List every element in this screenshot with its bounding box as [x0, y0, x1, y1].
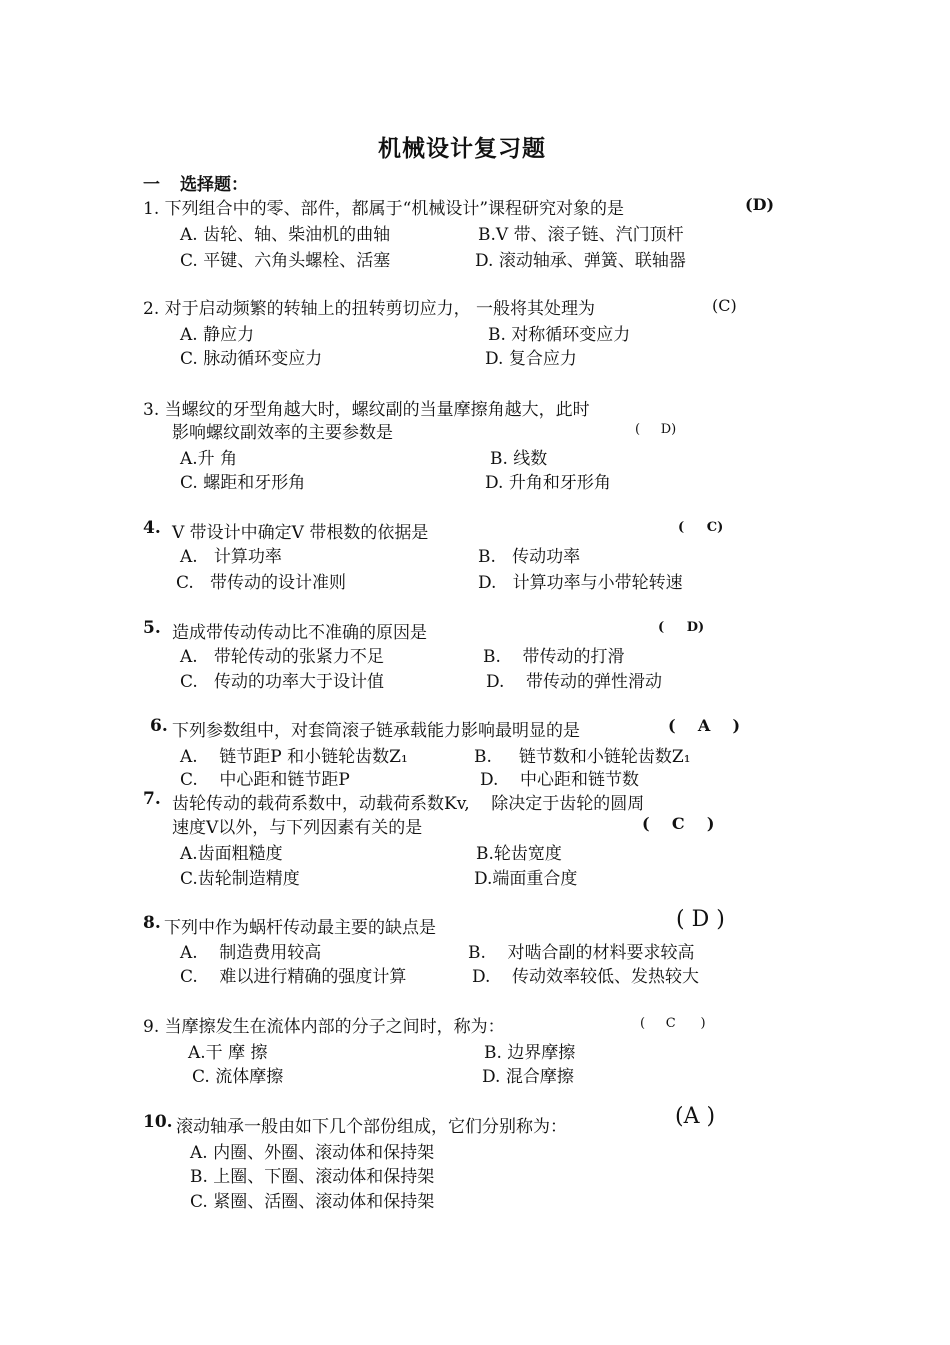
page-title: 机械设计复习题	[378, 135, 546, 162]
question-7-option-a: A.齿面粗糙度	[180, 844, 283, 864]
question-3-option-a: A.升 角	[180, 449, 238, 469]
question-2-option-b: B. 对称循环变应力	[488, 325, 631, 345]
question-1-option-c: C. 平键、六角头螺栓、活塞	[180, 251, 391, 271]
question-8-option-a: A. 制造费用较高	[180, 943, 322, 963]
question-8-option-b: B. 对啮合副的材料要求较高	[468, 943, 695, 963]
question-5-answer: ( D)	[658, 620, 705, 635]
question-1-answer: (D)	[745, 195, 775, 214]
question-9-option-d: D. 混合摩擦	[482, 1067, 574, 1087]
question-5-option-d: D. 带传动的弹性滑动	[486, 672, 663, 692]
question-10-option-c: C. 紧圈、活圈、滚动体和保持架	[190, 1192, 435, 1212]
question-2-answer: (C)	[712, 296, 737, 315]
question-3-option-b: B. 线数	[490, 449, 548, 469]
question-9-option-b: B. 边界摩擦	[484, 1043, 576, 1063]
question-8-option-c: C. 难以进行精确的强度计算	[180, 967, 407, 987]
question-9-option-a: A.干 摩 擦	[188, 1043, 268, 1063]
question-4-option-d: D. 计算功率与小带轮转速	[478, 573, 683, 593]
question-7-number: 7.	[143, 789, 161, 809]
question-3-answer: ( D)	[635, 422, 677, 437]
question-9-stem: 9. 当摩擦发生在流体内部的分子之间时，称为：	[143, 1017, 505, 1037]
question-3-stem-line2: 影响螺纹副效率的主要参数是	[172, 423, 393, 443]
question-4-answer: ( C)	[678, 520, 724, 535]
question-1-option-b: B.V 带、滚子链、汽门顶杆	[478, 225, 684, 245]
question-1-option-a: A. 齿轮、轴、柴油机的曲轴	[180, 225, 391, 245]
question-7-option-d: D.端面重合度	[474, 869, 578, 889]
question-8-option-d: D. 传动效率较低、发热较大	[472, 967, 700, 987]
question-7-stem-line1: 齿轮传动的载荷系数中，动载荷系数Kv, 除决定于齿轮的圆周	[172, 794, 645, 814]
question-5-option-c: C. 传动的功率大于设计值	[180, 672, 385, 692]
question-10-stem: 滚动轴承一般由如下几个部份组成，它们分别称为：	[176, 1117, 567, 1137]
question-6-option-d: D. 中心距和链节数	[480, 770, 640, 790]
section-heading: 选择题：	[180, 175, 248, 195]
question-6-option-c: C. 中心距和链节距P	[180, 770, 350, 790]
question-6-number: 6.	[150, 716, 168, 736]
question-3-option-c: C. 螺距和牙形角	[180, 473, 306, 493]
question-6-stem: 下列参数组中，对套筒滚子链承载能力影响最明显的是	[172, 721, 580, 741]
question-7-option-b: B.轮齿宽度	[476, 844, 562, 864]
question-9-option-c: C. 流体摩擦	[192, 1067, 284, 1087]
question-5-stem: 造成带传动传动比不准确的原因是	[172, 623, 427, 643]
question-10-answer: (A )	[675, 1104, 716, 1129]
question-10-number: 10.	[143, 1112, 173, 1132]
question-6-option-b: B. 链节数和小链轮齿数Z₁	[474, 747, 691, 767]
section-number: 一	[143, 175, 160, 195]
question-4-stem: V 带设计中确定V 带根数的依据是	[172, 523, 429, 543]
question-5-option-a: A. 带轮传动的张紧力不足	[180, 647, 384, 667]
question-4-option-b: B. 传动功率	[478, 547, 581, 567]
question-6-option-a: A. 链节距P 和小链轮齿数Z₁	[180, 747, 408, 767]
question-10-option-b: B. 上圈、下圈、滚动体和保持架	[190, 1167, 435, 1187]
question-2-stem: 2. 对于启动频繁的转轴上的扭转剪切应力， 一般将其处理为	[143, 299, 596, 319]
question-8-number: 8.	[143, 913, 161, 933]
question-7-answer: ( C )	[642, 814, 715, 833]
question-3-stem-line1: 3. 当螺纹的牙型角越大时，螺纹副的当量摩擦角越大，此时	[143, 400, 590, 420]
question-10-option-a: A. 内圈、外圈、滚动体和保持架	[190, 1143, 435, 1163]
question-4-option-c: C. 带传动的设计准则	[176, 573, 347, 593]
question-9-answer: ( C )	[640, 1016, 706, 1031]
question-2-option-a: A. 静应力	[180, 325, 255, 345]
question-5-number: 5.	[143, 618, 161, 638]
question-7-option-c: C.齿轮制造精度	[180, 869, 300, 889]
question-5-option-b: B. 带传动的打滑	[483, 647, 625, 667]
question-2-option-c: C. 脉动循环变应力	[180, 349, 323, 369]
question-6-answer: ( A )	[668, 716, 741, 735]
question-4-option-a: A. 计算功率	[180, 547, 282, 567]
question-8-answer: ( D )	[676, 907, 725, 932]
question-8-stem: 下列中作为蜗杆传动最主要的缺点是	[164, 918, 436, 938]
question-2-option-d: D. 复合应力	[485, 349, 577, 369]
question-1-stem: 1. 下列组合中的零、部件，都属于“机械设计”课程研究对象的是	[143, 199, 625, 219]
question-1-option-d: D. 滚动轴承、弹簧、联轴器	[475, 251, 686, 271]
question-3-option-d: D. 升角和牙形角	[485, 473, 611, 493]
question-7-stem-line2: 速度V以外，与下列因素有关的是	[172, 818, 423, 838]
question-4-number: 4.	[143, 518, 161, 538]
